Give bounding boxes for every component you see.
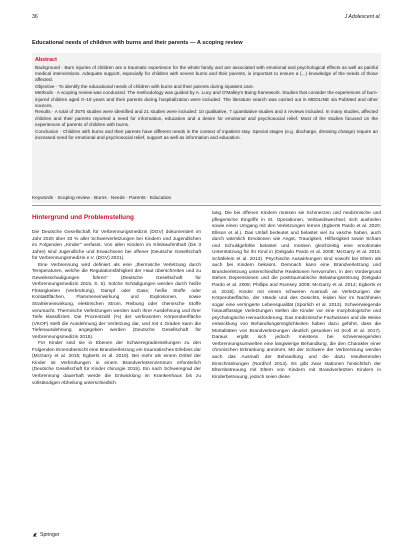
left-paragraph-2: Eine Verbrennung wird definiert als eine „thermische Verletzung durch Temperaturen, welche die Regulationsfähigkeit der Haut überschreiten und zu Gewebsschadigungen führen“ (Deutsche Gesellschaft für Verbrennungsmedizin 2015, S. 5). Solche Schädigungen werden durch heiße Flüssigkeiten (Verbrühung), Dampf oder Gase, heiße Stoffe oder Kontaktflächen, Flammeneinwirkung und Explosionen, sowie Strahleneinwirkung, elektrischen Strom, Reibung oder chemische Stoffe verursacht. Thermische Verletzungen werden nach ihrer Ausdehnung und ihrer Tiefe klassifiziert. Die Prozentzahl (%) der verbrannten Körperoberfläche (VKOF) stellt die Ausdehnung der Verletzung dar, und mit 4 Graden kann die Tiefenausdehnung angegeben werden (Deutsche Gesellschaft für Verbrennungsmedizin 2015). xyxy=(32,262,201,340)
page-number: 36 xyxy=(32,14,38,20)
abstract-results: Results · A total of 3575 studies were identified and 21 studies were included: 10 qualitative, 7 quantitative studies and 4 reviews included. In many studies, affected children and their parents reported a need for information, education and a desire for emotional and psychosocial relief. Most of the studies focused on the experiences of parents of children with burns. xyxy=(35,109,378,128)
running-header xyxy=(32,14,381,24)
right-column xyxy=(212,211,381,381)
keywords: Keywords · Scoping review · Burns · Needs · Parents · Education xyxy=(32,196,172,201)
abstract-conclusion: Conclusion · Children with burns and their parents have different needs in the context of inpatient stay. Special stages (e.g. discharge, dressing change) require an increased need for emotional and psychosocial relief, support as well as information and education. xyxy=(35,128,378,140)
left-paragraph-1: Die Deutsche Gesellschaft für Verbrennungsmedizin (DGV) dokumentiert im Jahr 2020 über 33 % aller Schwerverletzungen bei Kindern und Jugendlichen im Folgenden „Kinder“ verfasst. Von allen Kindern im Klinikaufenthalt (bis 3 Jahre) sind Jugendliche und Erwachsene bei offener (Deutsche Gesellschaft für Verbrennungsmedizin e.V. (DGV) 2021). xyxy=(32,230,201,262)
publisher-name: Springer xyxy=(40,532,60,538)
abstract-heading: Abstract xyxy=(35,57,57,63)
section-divider xyxy=(32,205,381,206)
left-paragraph-3: Für Kinder sind sie in Ebenen der Schweregradeinteilungen zu den Folgenden Einenübersicht eine Brandverletzung ein traumatisches Erlebnis dar (McGarry et al. 2015; Egberts et al. 2019). Bei mehr als einem Drittel der Kinder ist Verbrühungen in einem Brandverletzenzentrum erforderlich (Deutsche Gesellschaft für Kinder chirurgie 2015). Ein nach Schweregrad der Verbrennung dauerhaft werde die Entwicklung im Krankenhaus bis zu vollständigen Abheilung unterschiedlich xyxy=(32,341,201,386)
springer-logo-icon xyxy=(32,532,38,538)
abstract-objective: Objective · To identify the educational needs of children with burns and their parents during inpatient care. xyxy=(35,83,255,89)
left-column xyxy=(32,214,201,387)
abstract-methods: Methods · A scoping review was conducted. The methodology was guided by A. Lucy and O'Malley's Boing framework. Studies that consider the experiences of burn-injured children aged 0–18 years and their parents during hospitalization were included. The literature search was carried out in MEDLINE via PubMed and other sources. xyxy=(35,90,378,108)
section-heading: Hintergrund und Problemstellung xyxy=(32,214,134,221)
publisher-footer xyxy=(32,531,60,539)
abstract-box xyxy=(32,53,381,203)
article-title: Educational needs of children with burns and their parents — A scoping review xyxy=(32,40,243,46)
right-paragraph-1: lang. Die bei offenen Kindern müssen sie Schmerzen und medizinische und pflegerische Eingriffe in St. Operationen, Verbandswechsel, sich ausheilen sowie einen Umgang mit den Verletzungen lernen (Egberts Pardo et al. 2020; Ellison et al.). Das Unfall bedeutet und belastet viel zu vasche haben, auch durch wärmlich Emotionen wie Angst, Traurigkeit, Hilflosigkeit sowie Scham und Schuldgefühle belastet und müssen gleichzeitig eine emotionale Unterstützung für ihr Kind in (Delgado Pardo et al. 2008; McGarry et al. 2015; Schäfelein et al. 2013). Psychische Auswirkungen sind sowohl bei Eltern als auch bei Kindern bekannt. Demnach kann eine Brandverletzung und Brandverletzung unterschiedliche Reaktionen hervorrufen, in den Vordergrund stehen Depressionen und die posttraumatische Belastungsstörung (Delgado Pardo et al. 2008; Phillips and Rumsey 2008; McGarry et al. 2014; Egberts et al. 2018). Kinder mit einem schweren Ausmaß an Verletzungen der Körperoberfläche, der Hände und des Gesichts, leiden hier im Nachhinein sogar eine verringerte Lebensqualität (Sporlich et al. 2013). Schwerwiegende hinausflüssige Verletzungen stellen die Kinder vor eine morphologische und psychologische Herausforderung. Das medizinische Fachwissen und die Weise entwicklung von Behandlungsmöglichkeiten haben dazu geführt, dass die Mortalitäten von Brandverletzungen deutlich gesunken ist (Kofi et al. 2017). Daraus ergibt sich jedoch meistens bei schwerwiegenden Verbrennungsumwelten eine langwierige Behandlung, die den Charakter einer chronischen Erkrankung annimmt. Mit der Schwere der Verbrennung werden auch das Ausmaß der Behandlung und die dazu resultierenden Einschränkungen (Nordhof 2014). Es gibt zwar stationen hinsichtlich der Elternbetreuung mit Eltern von Kindern mit Brandverletzten Kindern in Kinderbetreuung, jedoch seien diese xyxy=(212,211,381,380)
abstract-background: Background · Burn injuries of children are a traumatic experience for the whole family and are associated with emotional and psychological effects as well as painful medical interventions. Adequate support, especially for children with severe burns and their parents, is important to ensure a (...) knowledge of the needs of those affected. xyxy=(35,64,378,83)
journal-name: J Adolescent al. xyxy=(344,14,381,20)
